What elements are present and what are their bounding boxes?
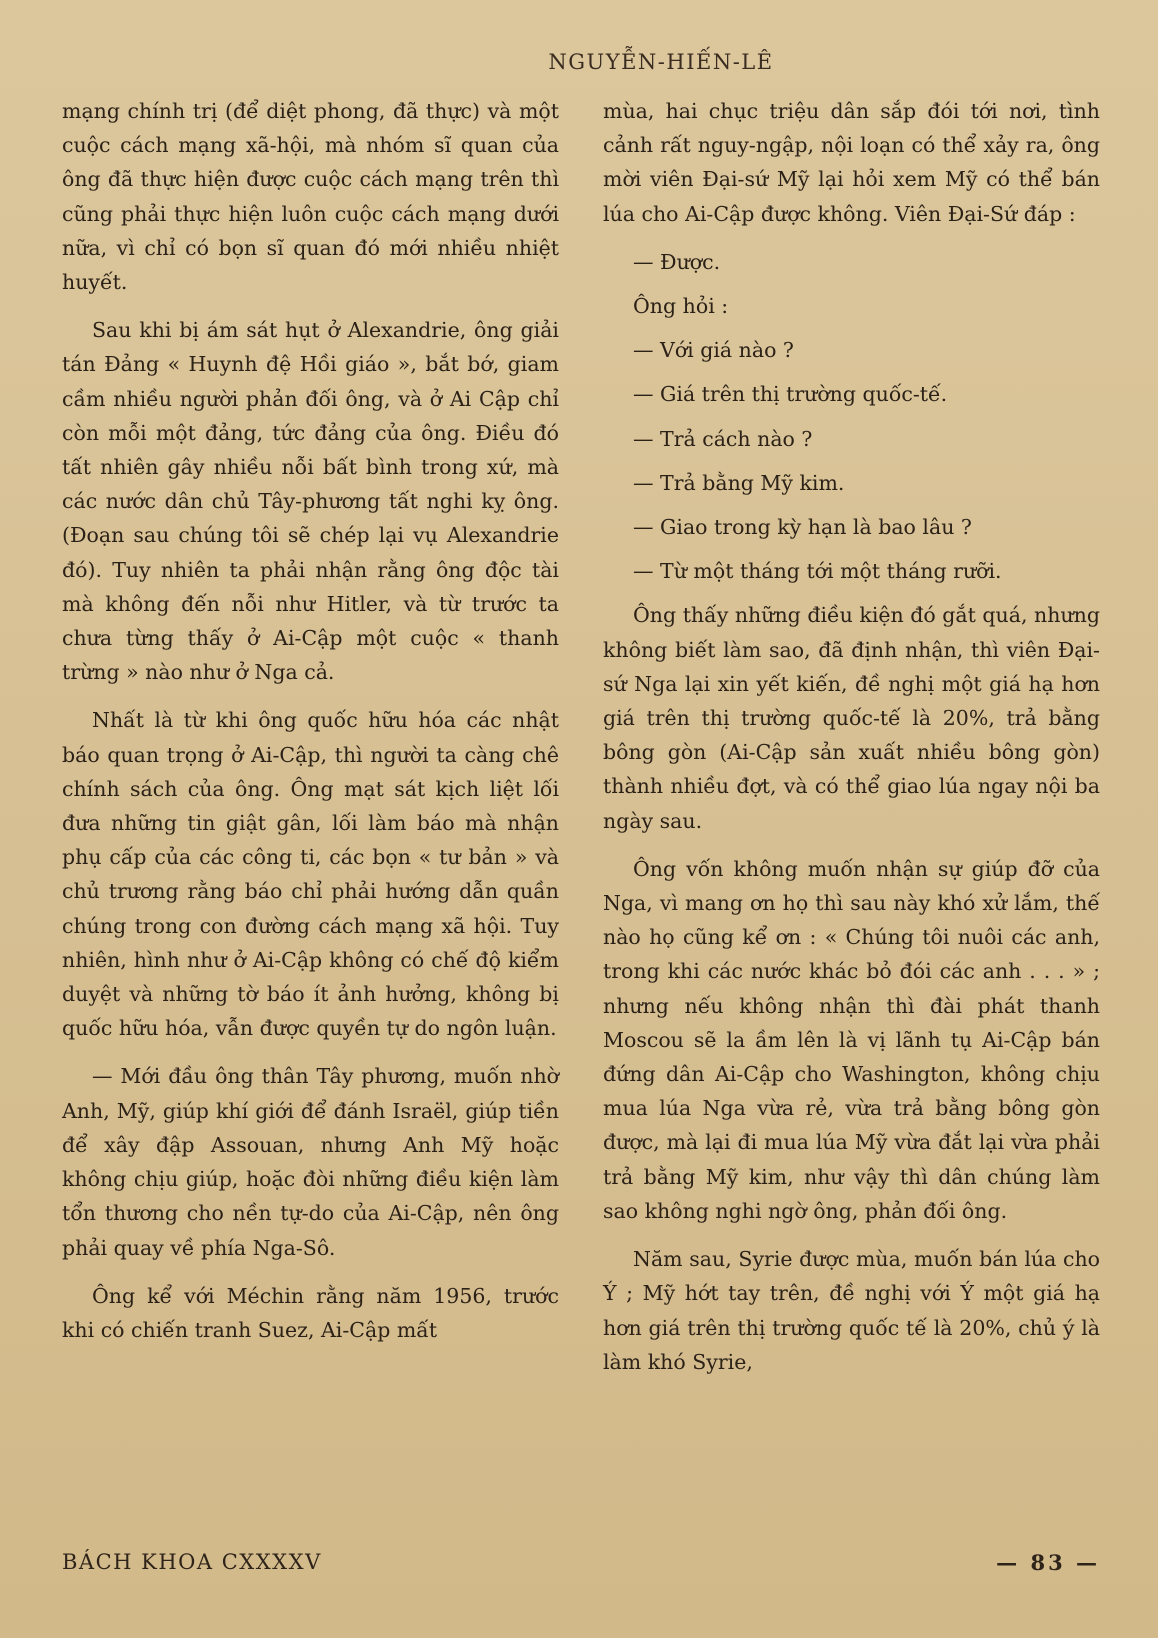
paragraph: Ông kể với Méchin rằng năm 1956, trước khi có chiến tranh Suez, Ai-Cập mất (62, 1283, 559, 1342)
dialog-line: — Giao trong kỳ hạn là bao lâu ? (633, 515, 972, 540)
dialog-line: Ông hỏi : (633, 294, 729, 319)
paragraph: Sau khi bị ám sát hụt ở Alexandrie, ông giải tán Đảng « Huynh đệ Hồi giáo », bắt bớ, giam cầm nhiều người phản đối ông, và ở Ai Cập chỉ còn mỗi một đảng, tức đảng của ông. Điều đó tất nhiên gây nhiều nỗi bất bình trong xứ, mà các nước dân chủ Tây-phương tất nghi kỵ ông. (Đoạn sau chúng tôi sẽ chép lại vụ Alexandrie đó). Tuy nhiên ta phải nhận rằng ông độc tài mà không đến nỗi như Hitler, và từ trước ta chưa từng thấy ở Ai-Cập một cuộc « thanh trừng » nào như ở Nga cả. (62, 318, 559, 685)
page-number: — 83 — (996, 1550, 1100, 1575)
dialog-line: — Trả cách nào ? (633, 426, 813, 451)
paragraph: mùa, hai chục triệu dân sắp đói tới nơi, tình cảnh rất nguy-ngập, nội loạn có thể xảy ra, ông mời viên Đại-sứ Mỹ lại hỏi xem Mỹ có thể bán lúa cho Ai-Cập được không. Viên Đại-Sứ đáp : (603, 99, 1100, 226)
right-column (603, 94, 1100, 1524)
running-header: NGUYỄN-HIẾN-LÊ (548, 50, 774, 74)
dialog-line: — Trả bằng Mỹ kim. (633, 470, 845, 495)
left-column (62, 94, 559, 1524)
magazine-issue: BÁCH KHOA CXXXXV (62, 1550, 322, 1574)
dialog-line: — Từ một tháng tới một tháng rưỡi. (633, 559, 1002, 584)
paragraph: Năm sau, Syrie được mùa, muốn bán lúa cho Ý ; Mỹ hớt tay trên, đề nghị với Ý một giá hạ hơn giá trên thị trường quốc tế là 20%, chủ ý là làm khó Syrie, (603, 1247, 1100, 1374)
dialog-line: — Giá trên thị trường quốc-tế. (633, 382, 948, 407)
dialog-line: — Với giá nào ? (633, 338, 794, 363)
paragraph: Ông thấy những điều kiện đó gắt quá, nhưng không biết làm sao, đã định nhận, thì viên Đại-sứ Nga lại xin yết kiến, đề nghị một giá hạ hơn giá trên thị trường quốc-tế là 20%, trả bằng bông gòn (Ai-Cập sản xuất nhiều bông gòn) thành nhiều đợt, và có thể giao lúa ngay nội ba ngày sau. (603, 603, 1100, 833)
paragraph: mạng chính trị (để diệt phong, đã thực) và một cuộc cách mạng xã-hội, mà nhóm sĩ quan của ông đã thực hiện được cuộc cách mạng trên thì cũng phải thực hiện luôn cuộc cách mạng dưới nữa, vì chỉ có bọn sĩ quan đó mới nhiều nhiệt huyết. (62, 99, 559, 295)
paragraph: Ông vốn không muốn nhận sự giúp đỡ của Nga, vì mang ơn họ thì sau này khó xử lắm, thế nào họ cũng kể ơn : « Chúng tôi nuôi các anh, trong khi các nước khác bỏ đói các anh . . . » ; nhưng nếu không nhận thì đài phát thanh Moscou sẽ la ầm lên là vị lãnh tụ Ai-Cập bán đứng dân Ai-Cập cho Washington, không chịu mua lúa Nga vừa rẻ, vừa trả bằng bông gòn được, mà lại đi mua lúa Mỹ vừa đắt lại vừa phải trả bằng Mỹ kim, như vậy thì dân chúng làm sao không nghi ngờ ông, phản đối ông. (603, 856, 1100, 1223)
paragraph: Nhất là từ khi ông quốc hữu hóa các nhật báo quan trọng ở Ai-Cập, thì người ta càng chê chính sách của ông. Ông mạt sát kịch liệt lối đưa những tin giật gân, lối làm báo mà nhận phụ cấp của các công ti, các bọn « tư bản » và chủ trương rằng báo chỉ phải hướng dẫn quần chúng trong con đường cách mạng xã hội. Tuy nhiên, hình như ở Ai-Cập không có chế độ kiểm duyệt và những tờ báo ít ảnh hưởng, không bị quốc hữu hóa, vẫn được quyền tự do ngôn luận. (62, 708, 559, 1041)
text-columns (62, 94, 1100, 1524)
dialog-line: — Được. (633, 249, 721, 274)
page-footer (62, 1550, 1100, 1575)
paragraph: — Mới đầu ông thân Tây phương, muốn nhờ Anh, Mỹ, giúp khí giới để đánh Israël, giúp tiền để xây đập Assouan, nhưng Anh Mỹ hoặc không chịu giúp, hoặc đòi những điều kiện làm tổn thương cho nền tự-do của Ai-Cập, nên ông phải quay về phía Nga-Sô. (62, 1064, 559, 1260)
